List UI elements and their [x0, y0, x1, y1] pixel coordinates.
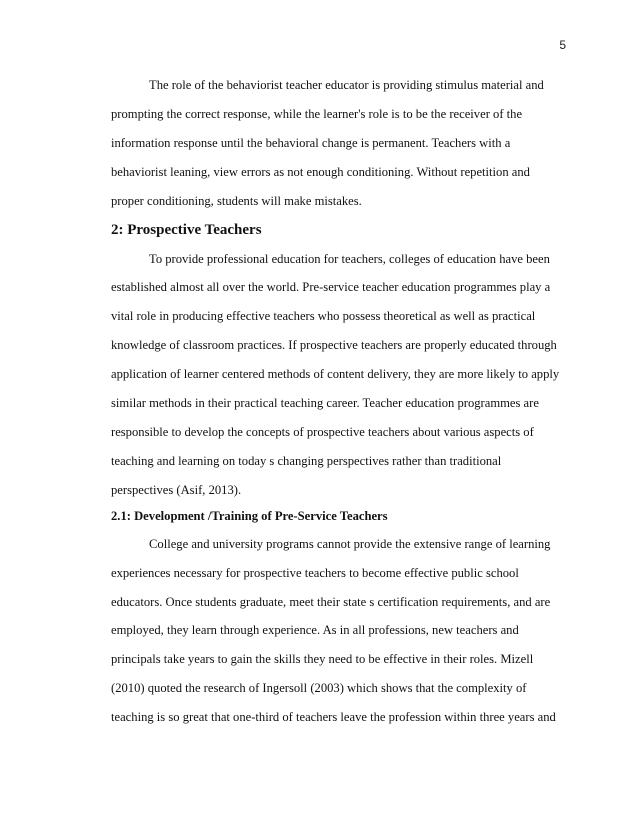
paragraph-line: similar methods in their practical teaching career. Teacher education programmes are	[111, 396, 539, 411]
paragraph-line: behaviorist leaning, view errors as not enough conditioning. Without repetition and	[111, 164, 530, 179]
paragraph-line: College and university programs cannot provide the extensive range of learning	[149, 536, 551, 551]
page-content	[111, 71, 560, 732]
paragraph-behaviorist	[111, 71, 544, 216]
paragraph-line: proper conditioning, students will make mistakes.	[111, 193, 362, 208]
paragraph-prospective-teachers	[111, 245, 560, 505]
paragraph-line: To provide professional education for teachers, colleges of education have been	[149, 251, 550, 266]
paragraph-line: responsible to develop the concepts of prospective teachers about various aspects of	[111, 424, 534, 439]
paragraph-line: The role of the behaviorist teacher educator is providing stimulus material and	[149, 78, 544, 92]
paragraph-line: perspectives (Asif, 2013).	[111, 482, 242, 497]
paragraph-line: principals take years to gain the skills they need to be effective in their roles. Mizell	[111, 652, 534, 667]
paragraph-development-training	[111, 530, 556, 732]
page-number: 5	[559, 38, 566, 52]
paragraph-line: knowledge of classroom practices. If prospective teachers are properly educated through	[111, 338, 557, 353]
subsection-heading-development-training: 2.1: Development /Training of Pre-Service Teachers	[111, 508, 388, 523]
paragraph-line: prompting the correct response, while the learner's role is to be the receiver of the	[111, 106, 523, 121]
paragraph-line: established almost all over the world. Pre-service teacher education programmes play a	[111, 280, 551, 295]
paragraph-line: educators. Once students graduate, meet their state s certification requirements, and are	[111, 594, 551, 609]
paragraph-line: information response until the behavioral change is permanent. Teachers with a	[111, 135, 511, 150]
paragraph-line: teaching and learning on today s changing perspectives rather than traditional	[111, 453, 502, 468]
paragraph-line: experiences necessary for prospective teachers to become effective public school	[111, 565, 519, 580]
paragraph-line: employed, they learn through experience. As in all professions, new teachers and	[111, 623, 519, 638]
paragraph-line: (2010) quoted the research of Ingersoll (2003) which shows that the complexity of	[111, 681, 527, 696]
paragraph-line: teaching is so great that one-third of teachers leave the profession within three years and	[111, 710, 556, 725]
paragraph-line: vital role in producing effective teachers who possess theoretical as well as practical	[111, 309, 536, 324]
paragraph-line: application of learner centered methods of content delivery, they are more likely to apply	[111, 367, 560, 382]
section-heading-prospective-teachers: 2: Prospective Teachers	[111, 221, 262, 238]
